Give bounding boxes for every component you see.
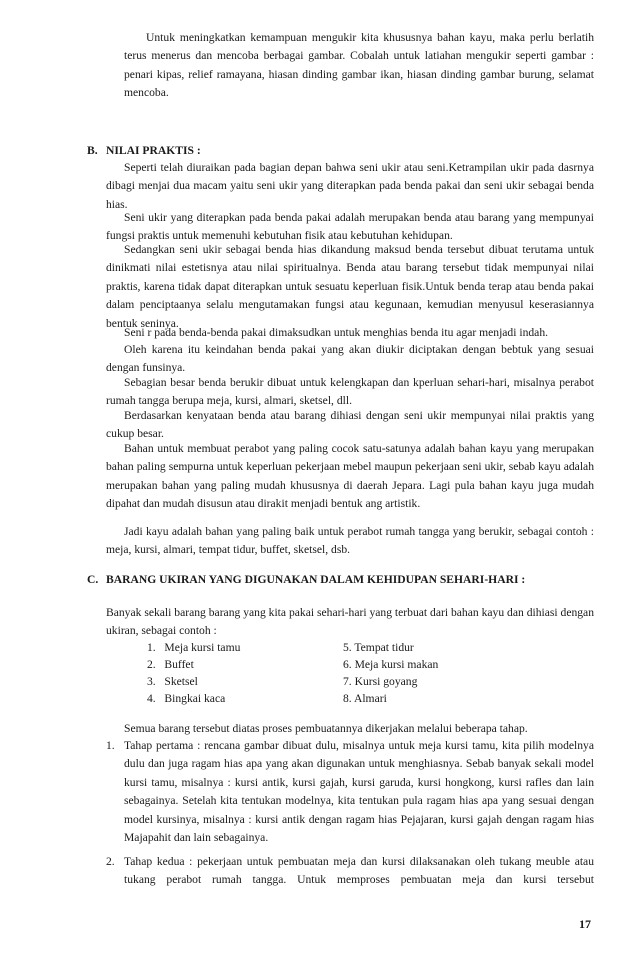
list-item: 4. Bingkai kaca (147, 692, 226, 705)
step-text: Tahap pertama : rencana gambar dibuat dulu, misalnya untuk meja kursi tamu, kita pilih modelnya dulu dan juga ragam hias apa yang akan digunakan untuk menghiasnya. Sebab banyak sekali model kursi tamu, misalnya : kursi antik, kursi gajah, kursi garuda, kursi hongkong, kursi rafles dan lain sebagainya. Setelah kita tentukan modelnya, kita tentukan pula ragam hias apa yang sesuai dengan model kursinya, misalnya : kursi antik dengan ragam hias Pejajaran, kursi gajah dengan ragam hias Majapahit dan lain sebagainya. (124, 739, 594, 845)
list-item: 5. Tempat tidur (343, 641, 414, 654)
list-item: 1. Meja kursi tamu (147, 641, 241, 654)
page-number: 17 (579, 917, 591, 931)
step-number: 1. (106, 739, 115, 752)
section-b-paragraph-5: Oleh karena itu keindahan benda pakai yang akan diukir diciptakan dengan bebtuk yang sesuai dengan funsinya. (106, 343, 594, 375)
section-b-title: NILAI PRAKTIS : (106, 144, 201, 157)
list-item: 6. Meja kursi makan (343, 658, 439, 671)
section-c-summary: Semua barang tersebut diatas proses pembuatannya dikerjakan melalui beberapa tahap. (124, 722, 528, 735)
step-text: Tahap kedua : pekerjaan untuk pembuatan meja dan kursi dilaksanakan oleh tukang meuble atau tukang perabot rumah tangga. Untuk memproses pembuatan meja dan kursi tersebut (124, 855, 594, 887)
section-b-paragraph-3: Sedangkan seni ukir sebagai benda hias dikandung maksud benda tersebut dibuat terutama untuk dinikmati nilai estetisnya atau nilai spiritualnya. Benda atau barang tersebut tidak mempunyai nilai praktis, karena tidak dapat diterapkan untuk sesuatu keperluan fisik.Untuk benda terap atau benda pakai dalam penciptaanya selalu mengutamakan fungsi atau kegunaan, kemudian menyusul keserasiannya bentuk seninya. (106, 243, 594, 330)
step-number: 2. (106, 855, 115, 868)
section-b-paragraph-7: Berdasarkan kenyataan benda atau barang dihiasi dengan seni ukir mempunyai nilai praktis yang cukup besar. (106, 409, 594, 441)
section-b-paragraph-2: Seni ukir yang diterapkan pada benda pakai adalah merupakan benda atau barang yang mempunyai fungsi praktis untuk memenuhi kebutuhan fisik atau kebutuhan kehidupan. (106, 211, 594, 243)
section-c-title: BARANG UKIRAN YANG DIGUNAKAN DALAM KEHIDUPAN SEHARI-HARI : (106, 573, 526, 586)
intro-paragraph: Untuk meningkatkan kemampuan mengukir kita khususnya bahan kayu, maka perlu berlatih terus menerus dan mencoba berbagai gambar. Cobalah untuk latiahan mengukir seperti gambar : penari kipas, relief ramayana, hiasan dinding gambar ikan, hiasan dinding gambar burung, selamat mencoba. (124, 31, 594, 100)
section-b-paragraph-1: Seperti telah diuraikan pada bagian depan bahwa seni ukir atau seni.Ketrampilan ukir pada dasrnya dibagi menjai dua macam yaitu seni ukir yang diterapkan pada benda pakai dan seni ukir sebagai benda hias. (106, 161, 594, 211)
section-c-intro: Banyak sekali barang barang yang kita pakai sehari-hari yang terbuat dari bahan kayu dan dihiasi dengan ukiran, sebagai contoh : (106, 606, 594, 638)
section-b-paragraph-9: Jadi kayu adalah bahan yang paling baik untuk perabot rumah tangga yang berukir, sebagai contoh : meja, kursi, almari, tempat tidur, buffet, sketsel, dsb. (106, 525, 594, 557)
list-item: 8. Almari (343, 692, 387, 705)
section-c-letter: C. (87, 573, 99, 586)
section-b-paragraph-4: Seni r pada benda-benda pakai dimaksudkan untuk menghias benda itu agar menjadi indah. (124, 326, 549, 339)
list-item: 7. Kursi goyang (343, 675, 418, 688)
list-item: 2. Buffet (147, 658, 194, 671)
section-b-paragraph-8: Bahan untuk membuat perabot yang paling cocok satu-satunya adalah bahan kayu yang merupakan bahan paling sempurna untuk keperluan pekerjaan mebel maupun pekerjaan seni ukir, sebab kayu adalah merupakan bahan yang paling mudah khususnya di daerah Jepara. Lagi pula bahan kayu juga mudah dipahat dan mudah disusun atau dirakit menjadi bentuk ang artistik. (106, 442, 594, 511)
section-b-paragraph-6: Sebagian besar benda berukir dibuat untuk kelengkapan dan kperluan sehari-hari, misalnya perabot rumah tangga berupa meja, kursi, almari, sketsel, dll. (106, 376, 594, 408)
section-b-letter: B. (87, 144, 98, 157)
list-item: 3. Sketsel (147, 675, 198, 688)
